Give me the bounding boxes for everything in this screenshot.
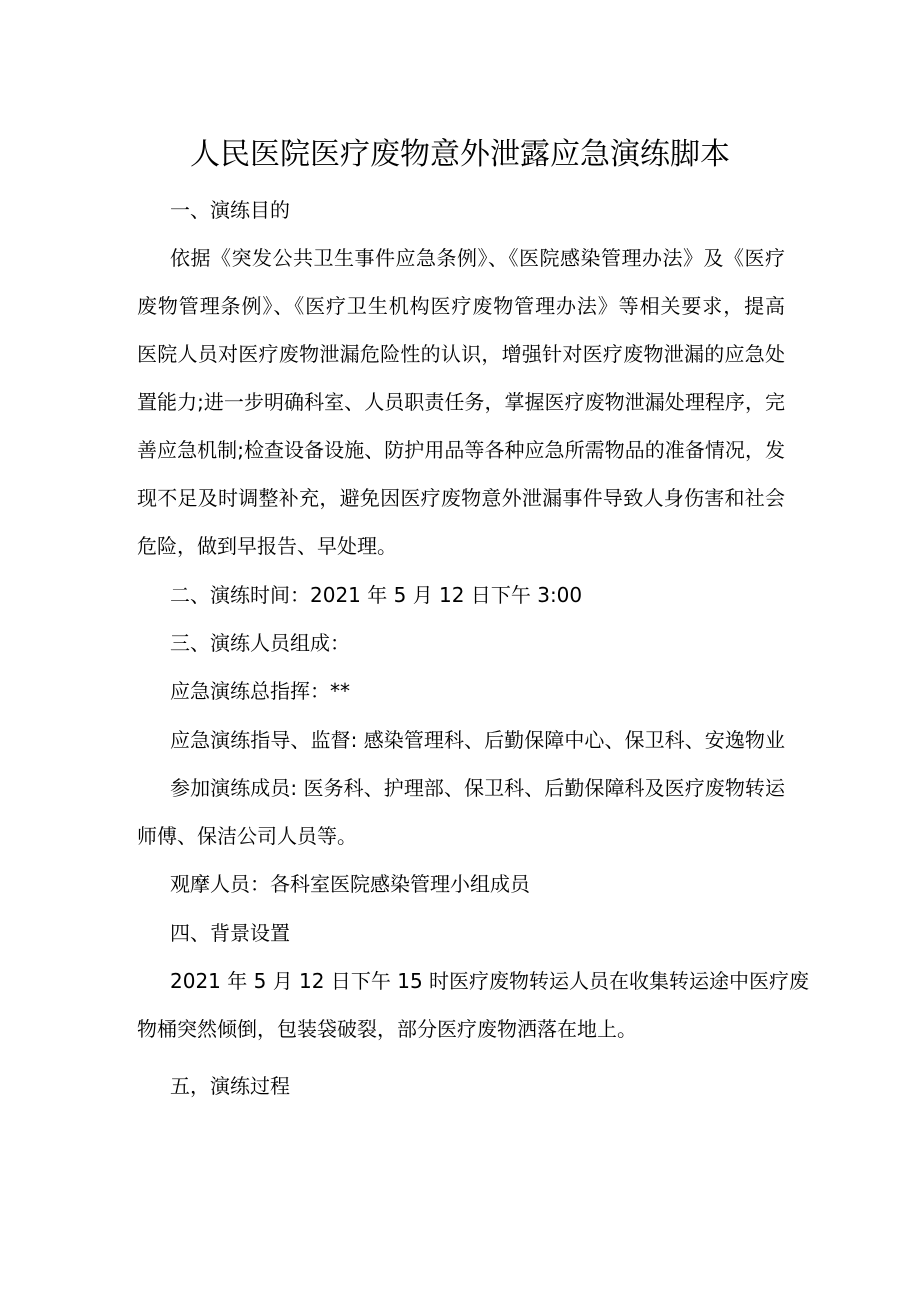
participants-line: 参加演练成员: 医务科、护理部、保卫科、后勤保障科及医疗废物转运: [170, 776, 785, 800]
section1-paragraph-line: 危险，做到早报告、早处理。: [137, 534, 397, 558]
section1-paragraph-line: 依据《突发公共卫生事件应急条例》、《医院感染管理办法》及《医疗: [170, 246, 785, 270]
commander-line: 应急演练总指挥：**: [170, 679, 350, 703]
section4-heading: 四、背景设置: [170, 921, 290, 945]
document-title: 人民医院医疗废物意外泄露应急演练脚本: [190, 137, 730, 172]
participants-line: 师傅、保洁公司人员等。: [137, 824, 357, 848]
section5-heading: 五，演练过程: [170, 1074, 290, 1098]
observers-line: 观摩人员：各科室医院感染管理小组成员: [170, 872, 530, 896]
section4-paragraph-line: 2021 年 5 月 12 日下午 15 时医疗废物转运人员在收集转运途中医疗废: [170, 969, 810, 993]
section2-heading: 二、演练时间：2021 年 5 月 12 日下午 3:00: [170, 583, 583, 607]
section4-paragraph-line: 物桶突然倾倒，包装袋破裂，部分医疗废物洒落在地上。: [137, 1017, 637, 1041]
section3-heading: 三、演练人员组成：: [170, 631, 350, 655]
section1-paragraph-line: 医院人员对医疗废物泄漏危险性的认识，增强针对医疗废物泄漏的应急处: [137, 342, 785, 366]
section1-paragraph-line: 置能力;进一步明确科室、人员职责任务，掌握医疗废物泄漏处理程序，完: [137, 390, 785, 414]
section1-heading: 一、演练目的: [170, 198, 290, 222]
section1-paragraph-line: 废物管理条例》、《医疗卫生机构医疗废物管理办法》等相关要求，提高: [137, 294, 785, 318]
section1-paragraph-line: 善应急机制;检查设备设施、防护用品等各种应急所需物品的准备情况，发: [137, 438, 785, 462]
section1-paragraph-line: 现不足及时调整补充，避免因医疗废物意外泄漏事件导致人身伤害和社会: [137, 486, 785, 510]
supervisors-line: 应急演练指导、监督: 感染管理科、后勤保障中心、保卫科、安逸物业: [170, 728, 785, 752]
